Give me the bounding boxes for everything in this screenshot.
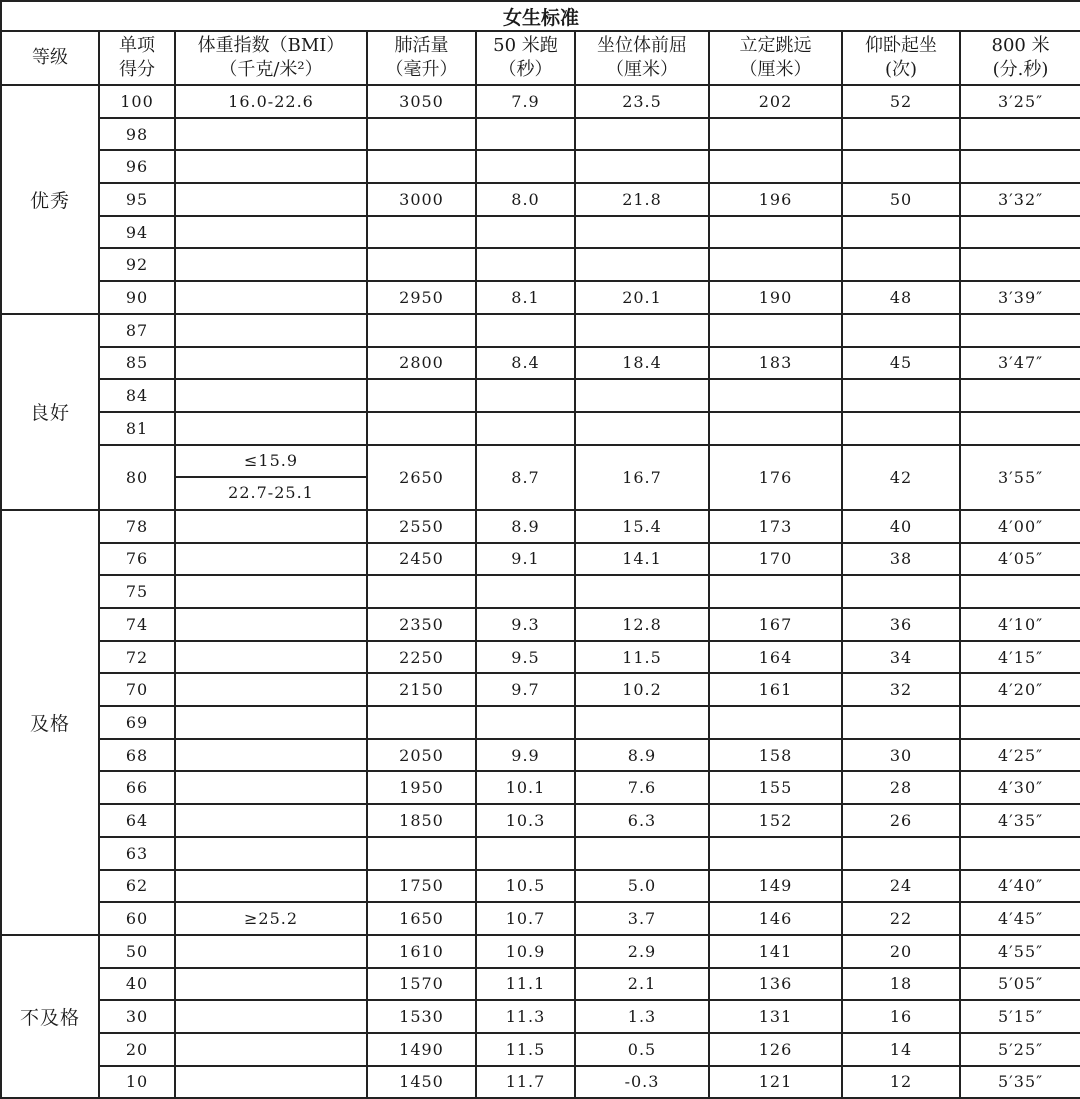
- table-row: [1, 85, 1080, 118]
- cell-sit-ups: [842, 150, 960, 183]
- cell-sit-and-reach: -0.3: [575, 1066, 709, 1099]
- cell-50m-run: 10.7: [476, 902, 575, 935]
- cell-lung-capacity: [367, 248, 476, 281]
- cell-standing-jump: 161: [709, 673, 842, 706]
- cell-score: 95: [99, 183, 175, 216]
- header-sit-ups: 仰卧起坐 (次): [842, 31, 960, 85]
- cell-lung-capacity: 2550: [367, 510, 476, 543]
- cell-50m-run: 9.3: [476, 608, 575, 641]
- table-row: [1, 281, 1080, 314]
- cell-bmi: [175, 706, 367, 739]
- cell-sit-ups: 20: [842, 935, 960, 968]
- cell-bmi: [175, 412, 367, 445]
- cell-score: 76: [99, 543, 175, 576]
- cell-800m-run: [960, 248, 1080, 281]
- cell-sit-ups: 50: [842, 183, 960, 216]
- cell-score: 72: [99, 641, 175, 674]
- cell-score: 80: [99, 445, 175, 510]
- cell-sit-and-reach: 10.2: [575, 673, 709, 706]
- cell-50m-run: 11.5: [476, 1033, 575, 1066]
- cell-score: 100: [99, 85, 175, 118]
- bmi-range: 22.7-25.1: [228, 483, 314, 503]
- cell-standing-jump: 126: [709, 1033, 842, 1066]
- cell-sit-and-reach: 2.9: [575, 935, 709, 968]
- cell-bmi: [175, 771, 367, 804]
- cell-bmi: [175, 837, 367, 870]
- cell-800m-run: 3′55″: [960, 445, 1080, 510]
- cell-bmi: [175, 935, 367, 968]
- cell-bmi: [175, 608, 367, 641]
- cell-bmi: [175, 673, 367, 706]
- cell-800m-run: 5′25″: [960, 1033, 1080, 1066]
- cell-50m-run: 10.3: [476, 804, 575, 837]
- cell-800m-run: 4′40″: [960, 870, 1080, 903]
- cell-sit-ups: [842, 216, 960, 249]
- cell-lung-capacity: 1650: [367, 902, 476, 935]
- cell-bmi: [175, 216, 367, 249]
- cell-standing-jump: 141: [709, 935, 842, 968]
- cell-sit-ups: [842, 837, 960, 870]
- cell-score: 64: [99, 804, 175, 837]
- table-row: [1, 510, 1080, 543]
- cell-sit-and-reach: [575, 706, 709, 739]
- cell-sit-and-reach: 6.3: [575, 804, 709, 837]
- cell-bmi: [175, 575, 367, 608]
- cell-standing-jump: 196: [709, 183, 842, 216]
- cell-lung-capacity: [367, 216, 476, 249]
- table-row: [1, 575, 1080, 608]
- cell-standing-jump: 202: [709, 85, 842, 118]
- header-bmi: 体重指数（BMI） （千克/米²）: [175, 31, 367, 85]
- cell-50m-run: [476, 379, 575, 412]
- cell-800m-run: 3′39″: [960, 281, 1080, 314]
- cell-sit-ups: 40: [842, 510, 960, 543]
- cell-800m-run: 4′15″: [960, 641, 1080, 674]
- cell-sit-ups: 18: [842, 968, 960, 1001]
- cell-lung-capacity: 2650: [367, 445, 476, 510]
- table-row: [1, 1066, 1080, 1099]
- cell-sit-and-reach: [575, 150, 709, 183]
- cell-800m-run: 4′20″: [960, 673, 1080, 706]
- cell-50m-run: [476, 216, 575, 249]
- cell-sit-and-reach: 23.5: [575, 85, 709, 118]
- cell-50m-run: 8.1: [476, 281, 575, 314]
- cell-50m-run: 8.0: [476, 183, 575, 216]
- cell-800m-run: 4′00″: [960, 510, 1080, 543]
- cell-lung-capacity: 2350: [367, 608, 476, 641]
- cell-bmi: [175, 347, 367, 380]
- cell-50m-run: [476, 248, 575, 281]
- cell-score: 96: [99, 150, 175, 183]
- cell-lung-capacity: [367, 314, 476, 347]
- cell-sit-ups: 12: [842, 1066, 960, 1099]
- cell-800m-run: [960, 150, 1080, 183]
- cell-bmi: [175, 870, 367, 903]
- cell-sit-ups: [842, 412, 960, 445]
- cell-standing-jump: 158: [709, 739, 842, 772]
- cell-score: 70: [99, 673, 175, 706]
- table-row: [1, 412, 1080, 445]
- cell-standing-jump: 167: [709, 608, 842, 641]
- cell-sit-and-reach: [575, 837, 709, 870]
- cell-lung-capacity: 2150: [367, 673, 476, 706]
- cell-sit-and-reach: 7.6: [575, 771, 709, 804]
- cell-bmi: [175, 314, 367, 347]
- table-row: [1, 608, 1080, 641]
- cell-lung-capacity: 2050: [367, 739, 476, 772]
- cell-sit-ups: 28: [842, 771, 960, 804]
- cell-50m-run: [476, 118, 575, 151]
- header-grade: 等级: [1, 31, 99, 85]
- table-row: [1, 1000, 1080, 1033]
- cell-50m-run: 8.9: [476, 510, 575, 543]
- cell-sit-and-reach: [575, 412, 709, 445]
- cell-sit-and-reach: 11.5: [575, 641, 709, 674]
- cell-lung-capacity: 3000: [367, 183, 476, 216]
- cell-score: 63: [99, 837, 175, 870]
- cell-bmi: [175, 118, 367, 151]
- cell-bmi: [175, 183, 367, 216]
- cell-800m-run: 4′05″: [960, 543, 1080, 576]
- cell-score: 92: [99, 248, 175, 281]
- cell-50m-run: 9.7: [476, 673, 575, 706]
- cell-standing-jump: [709, 216, 842, 249]
- cell-sit-ups: 42: [842, 445, 960, 510]
- header-sit-and-reach: 坐位体前屈 （厘米）: [575, 31, 709, 85]
- cell-sit-and-reach: 8.9: [575, 739, 709, 772]
- table-row: [1, 1033, 1080, 1066]
- cell-50m-run: 9.1: [476, 543, 575, 576]
- cell-sit-ups: 32: [842, 673, 960, 706]
- cell-sit-ups: 22: [842, 902, 960, 935]
- cell-50m-run: 9.9: [476, 739, 575, 772]
- cell-sit-ups: [842, 248, 960, 281]
- cell-bmi: ≥25.2: [175, 902, 367, 935]
- cell-bmi: [175, 1066, 367, 1099]
- table-row: [1, 804, 1080, 837]
- cell-bmi: [175, 248, 367, 281]
- cell-score: 90: [99, 281, 175, 314]
- cell-standing-jump: 149: [709, 870, 842, 903]
- cell-standing-jump: 146: [709, 902, 842, 935]
- cell-50m-run: 9.5: [476, 641, 575, 674]
- table-row: [1, 739, 1080, 772]
- cell-sit-and-reach: 15.4: [575, 510, 709, 543]
- grade-cell: 优秀: [1, 85, 99, 314]
- cell-sit-and-reach: 1.3: [575, 1000, 709, 1033]
- cell-lung-capacity: 2950: [367, 281, 476, 314]
- header-standing-jump: 立定跳远 （厘米）: [709, 31, 842, 85]
- grade-cell: 不及格: [1, 935, 99, 1098]
- cell-50m-run: [476, 314, 575, 347]
- cell-lung-capacity: 1490: [367, 1033, 476, 1066]
- cell-sit-ups: 34: [842, 641, 960, 674]
- table-row: [1, 248, 1080, 281]
- cell-score: 78: [99, 510, 175, 543]
- cell-sit-ups: [842, 379, 960, 412]
- cell-score: 30: [99, 1000, 175, 1033]
- grade-cell: 良好: [1, 314, 99, 510]
- cell-lung-capacity: [367, 118, 476, 151]
- header-50m-run: 50 米跑 （秒）: [476, 31, 575, 85]
- cell-lung-capacity: 1610: [367, 935, 476, 968]
- cell-sit-and-reach: 5.0: [575, 870, 709, 903]
- cell-bmi: [175, 968, 367, 1001]
- cell-standing-jump: [709, 314, 842, 347]
- cell-lung-capacity: [367, 412, 476, 445]
- cell-800m-run: 5′05″: [960, 968, 1080, 1001]
- cell-score: 62: [99, 870, 175, 903]
- cell-bmi: [175, 379, 367, 412]
- cell-sit-ups: 14: [842, 1033, 960, 1066]
- cell-800m-run: 4′10″: [960, 608, 1080, 641]
- cell-50m-run: 11.1: [476, 968, 575, 1001]
- cell-standing-jump: [709, 118, 842, 151]
- cell-score: 40: [99, 968, 175, 1001]
- cell-800m-run: [960, 118, 1080, 151]
- cell-800m-run: 3′25″: [960, 85, 1080, 118]
- cell-800m-run: [960, 837, 1080, 870]
- cell-50m-run: [476, 706, 575, 739]
- table-row: [1, 379, 1080, 412]
- cell-lung-capacity: [367, 837, 476, 870]
- cell-800m-run: 4′35″: [960, 804, 1080, 837]
- cell-800m-run: 5′35″: [960, 1066, 1080, 1099]
- cell-sit-ups: 26: [842, 804, 960, 837]
- cell-bmi: [175, 510, 367, 543]
- cell-sit-and-reach: [575, 575, 709, 608]
- cell-lung-capacity: 1530: [367, 1000, 476, 1033]
- header-800m-run: 800 米 (分.秒): [960, 31, 1080, 85]
- cell-50m-run: 8.4: [476, 347, 575, 380]
- cell-800m-run: [960, 412, 1080, 445]
- cell-score: 75: [99, 575, 175, 608]
- cell-standing-jump: 152: [709, 804, 842, 837]
- cell-score: 68: [99, 739, 175, 772]
- cell-bmi: [175, 739, 367, 772]
- cell-50m-run: 8.7: [476, 445, 575, 510]
- cell-score: 50: [99, 935, 175, 968]
- grade-cell: 及格: [1, 510, 99, 935]
- table-row: [1, 150, 1080, 183]
- cell-score: 60: [99, 902, 175, 935]
- cell-score: 85: [99, 347, 175, 380]
- cell-sit-ups: 48: [842, 281, 960, 314]
- cell-lung-capacity: 2800: [367, 347, 476, 380]
- cell-score: 84: [99, 379, 175, 412]
- header-score: 单项 得分: [99, 31, 175, 85]
- cell-50m-run: 11.7: [476, 1066, 575, 1099]
- cell-standing-jump: 121: [709, 1066, 842, 1099]
- cell-sit-ups: 36: [842, 608, 960, 641]
- cell-standing-jump: [709, 837, 842, 870]
- cell-sit-and-reach: 0.5: [575, 1033, 709, 1066]
- table-row: [1, 706, 1080, 739]
- cell-lung-capacity: 1850: [367, 804, 476, 837]
- cell-sit-ups: [842, 575, 960, 608]
- cell-score: 74: [99, 608, 175, 641]
- table-row: [1, 543, 1080, 576]
- table-row: [1, 314, 1080, 347]
- cell-sit-ups: 52: [842, 85, 960, 118]
- cell-800m-run: [960, 216, 1080, 249]
- table-row: [1, 445, 1080, 510]
- table-row: [1, 837, 1080, 870]
- table-row: [1, 870, 1080, 903]
- cell-50m-run: 10.9: [476, 935, 575, 968]
- table-row: [1, 673, 1080, 706]
- cell-sit-and-reach: 2.1: [575, 968, 709, 1001]
- cell-50m-run: 11.3: [476, 1000, 575, 1033]
- cell-50m-run: 10.5: [476, 870, 575, 903]
- cell-score: 81: [99, 412, 175, 445]
- cell-bmi: [175, 804, 367, 837]
- cell-standing-jump: 176: [709, 445, 842, 510]
- cell-sit-and-reach: [575, 248, 709, 281]
- cell-sit-ups: [842, 314, 960, 347]
- cell-lung-capacity: 1570: [367, 968, 476, 1001]
- cell-bmi: [175, 1000, 367, 1033]
- cell-standing-jump: 131: [709, 1000, 842, 1033]
- cell-bmi: [175, 281, 367, 314]
- cell-score: 98: [99, 118, 175, 151]
- bmi-range: ≤15.9: [176, 446, 366, 479]
- header-row: [1, 31, 1080, 85]
- cell-sit-ups: 45: [842, 347, 960, 380]
- cell-50m-run: [476, 150, 575, 183]
- cell-lung-capacity: [367, 575, 476, 608]
- cell-score: 94: [99, 216, 175, 249]
- cell-standing-jump: [709, 706, 842, 739]
- cell-sit-and-reach: 18.4: [575, 347, 709, 380]
- cell-lung-capacity: 1950: [367, 771, 476, 804]
- cell-sit-and-reach: 3.7: [575, 902, 709, 935]
- cell-bmi: [175, 445, 367, 510]
- cell-bmi: [175, 1033, 367, 1066]
- cell-score: 66: [99, 771, 175, 804]
- cell-800m-run: 5′15″: [960, 1000, 1080, 1033]
- table-row: [1, 216, 1080, 249]
- title-row: [1, 1, 1080, 31]
- cell-score: 87: [99, 314, 175, 347]
- cell-sit-ups: 24: [842, 870, 960, 903]
- cell-bmi: [175, 150, 367, 183]
- cell-800m-run: [960, 575, 1080, 608]
- cell-sit-and-reach: [575, 118, 709, 151]
- cell-sit-and-reach: 14.1: [575, 543, 709, 576]
- cell-standing-jump: [709, 379, 842, 412]
- table-row: [1, 902, 1080, 935]
- cell-lung-capacity: 2250: [367, 641, 476, 674]
- cell-lung-capacity: 1750: [367, 870, 476, 903]
- cell-800m-run: [960, 706, 1080, 739]
- cell-standing-jump: [709, 150, 842, 183]
- cell-800m-run: 3′47″: [960, 347, 1080, 380]
- cell-50m-run: 7.9: [476, 85, 575, 118]
- cell-50m-run: [476, 575, 575, 608]
- cell-sit-ups: 30: [842, 739, 960, 772]
- cell-50m-run: 10.1: [476, 771, 575, 804]
- cell-bmi: 16.0-22.6: [175, 85, 367, 118]
- cell-standing-jump: 164: [709, 641, 842, 674]
- cell-standing-jump: [709, 575, 842, 608]
- cell-sit-ups: [842, 118, 960, 151]
- cell-lung-capacity: 2450: [367, 543, 476, 576]
- cell-standing-jump: 190: [709, 281, 842, 314]
- cell-800m-run: 4′25″: [960, 739, 1080, 772]
- cell-standing-jump: 183: [709, 347, 842, 380]
- cell-50m-run: [476, 837, 575, 870]
- header-lung-capacity: 肺活量 （毫升）: [367, 31, 476, 85]
- cell-lung-capacity: [367, 379, 476, 412]
- cell-sit-and-reach: 16.7: [575, 445, 709, 510]
- table-row: [1, 347, 1080, 380]
- table-body: [1, 85, 1080, 1098]
- cell-bmi: [175, 641, 367, 674]
- cell-sit-ups: [842, 706, 960, 739]
- table-row: [1, 968, 1080, 1001]
- table-row: [1, 118, 1080, 151]
- cell-800m-run: 4′30″: [960, 771, 1080, 804]
- cell-50m-run: [476, 412, 575, 445]
- cell-standing-jump: [709, 412, 842, 445]
- cell-sit-and-reach: 12.8: [575, 608, 709, 641]
- table-row: [1, 935, 1080, 968]
- cell-lung-capacity: [367, 706, 476, 739]
- table-row: [1, 183, 1080, 216]
- cell-sit-and-reach: [575, 379, 709, 412]
- cell-800m-run: [960, 379, 1080, 412]
- cell-score: 69: [99, 706, 175, 739]
- cell-standing-jump: [709, 248, 842, 281]
- cell-sit-and-reach: [575, 314, 709, 347]
- cell-score: 10: [99, 1066, 175, 1099]
- cell-standing-jump: 173: [709, 510, 842, 543]
- cell-800m-run: [960, 314, 1080, 347]
- table-row: [1, 771, 1080, 804]
- cell-lung-capacity: 3050: [367, 85, 476, 118]
- cell-sit-and-reach: 21.8: [575, 183, 709, 216]
- cell-standing-jump: 136: [709, 968, 842, 1001]
- cell-800m-run: 3′32″: [960, 183, 1080, 216]
- cell-standing-jump: 155: [709, 771, 842, 804]
- cell-lung-capacity: [367, 150, 476, 183]
- cell-sit-and-reach: 20.1: [575, 281, 709, 314]
- table-title: 女生标准: [1, 1, 1080, 31]
- cell-score: 20: [99, 1033, 175, 1066]
- table-row: [1, 641, 1080, 674]
- cell-800m-run: 4′45″: [960, 902, 1080, 935]
- cell-sit-ups: 38: [842, 543, 960, 576]
- cell-sit-ups: 16: [842, 1000, 960, 1033]
- cell-standing-jump: 170: [709, 543, 842, 576]
- cell-lung-capacity: 1450: [367, 1066, 476, 1099]
- cell-sit-and-reach: [575, 216, 709, 249]
- cell-bmi: [175, 543, 367, 576]
- cell-800m-run: 4′55″: [960, 935, 1080, 968]
